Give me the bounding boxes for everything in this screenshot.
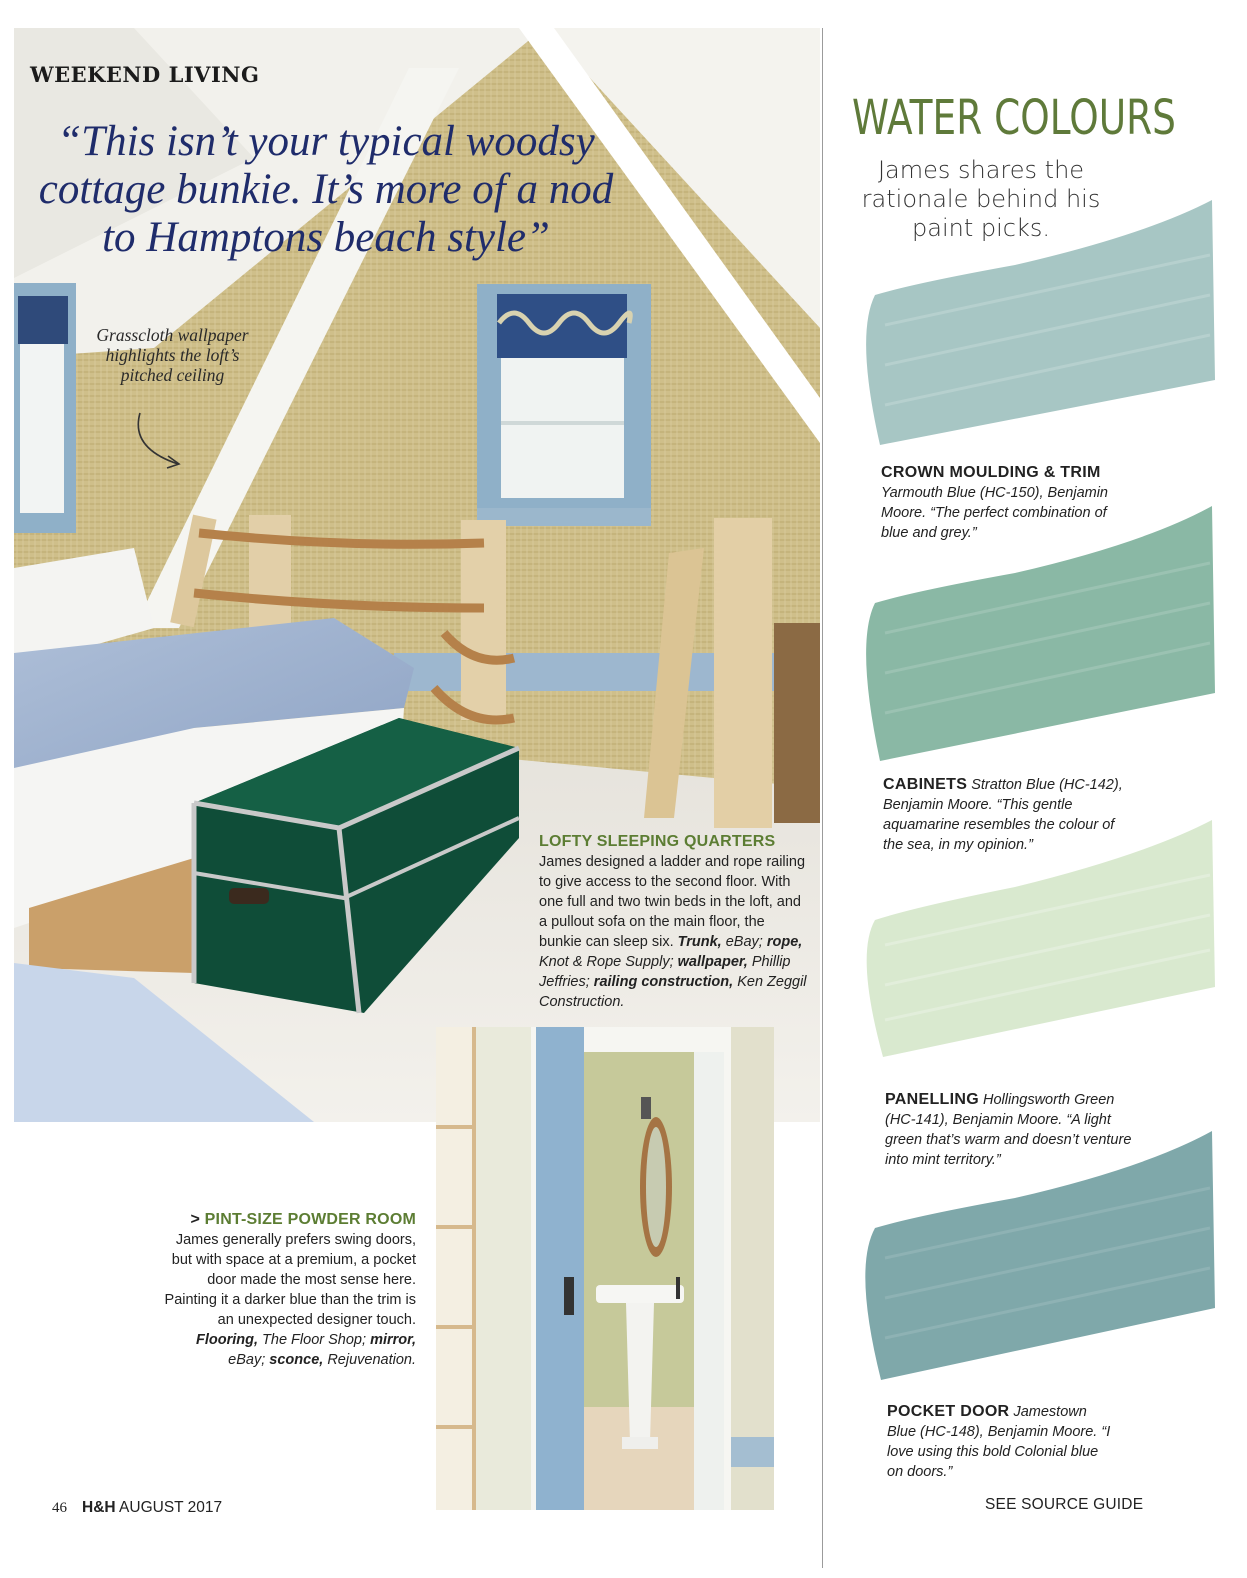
powder-room-illustration [436, 1027, 774, 1510]
credit-source: eBay; [228, 1352, 266, 1368]
panel-subtitle: James shares the rationale behind his paint picks. [861, 156, 1101, 242]
issue-date: AUGUST 2017 [119, 1499, 223, 1516]
paint-name: PANELLING [885, 1091, 979, 1108]
pull-quote: “This isn’t your typical woodsy cottage bunkie. It’s more of a nod to Hamptons beach style” [38, 118, 614, 261]
paint-name: CROWN MOULDING & TRIM [881, 464, 1101, 481]
credit-source: Phillip Jeffries; [539, 954, 791, 990]
paint-name: CABINETS [883, 776, 968, 793]
powder-heading: PINT-SIZE POWDER ROOM [204, 1211, 416, 1228]
lofty-body: James designed a ladder and rope railing to give access to the second floor. With one full and two twin beds in the loft, and a pullout sofa on the main floor, the bunkie can sleep six. [539, 854, 806, 950]
paint-swatch-hollingsworth-green [845, 815, 1217, 1085]
paint-description: Jamestown Blue (HC-148), Benjamin Moore. “I love using this bold Colonial blue on doors.” [887, 1404, 1111, 1480]
page-number: 46 [52, 1500, 67, 1516]
magazine-issue [82, 1499, 222, 1517]
credit-source: Rejuvenation. [327, 1352, 416, 1368]
credit-item: rope, [766, 934, 803, 950]
powder-room-photo [436, 1027, 774, 1510]
paint-description: Hollingsworth Green (HC-141), Benjamin Moore. “A light green that’s warm and doesn’t venture into mint territory.” [885, 1092, 1132, 1168]
swatch-stroke [866, 506, 1215, 761]
credit-source: Ken Zeggil Construction. [539, 974, 807, 1010]
credit-source: The Floor Shop; [262, 1332, 367, 1348]
powder-caption [160, 1210, 416, 1370]
credit-source: Knot & Rope Supply; [539, 954, 674, 970]
paint-swatch-yarmouth-blue [845, 195, 1217, 465]
panel-title: WATER COLOURS [852, 90, 1176, 146]
column-divider [822, 28, 823, 1568]
chevron-right-icon: > [190, 1211, 201, 1228]
credit-item: Flooring, [196, 1332, 259, 1348]
section-label: WEEKEND LIVING [30, 62, 260, 87]
credit-item: Trunk, [677, 934, 722, 950]
paint-caption-4 [887, 1402, 1117, 1482]
magazine-name: H&H [82, 1499, 116, 1516]
paint-description: Yarmouth Blue (HC-150), Benjamin Moore. “The perfect combination of blue and grey.” [881, 485, 1108, 541]
credit-item: mirror, [370, 1332, 416, 1348]
source-guide-link[interactable]: SEE SOURCE GUIDE [985, 1496, 1144, 1513]
caption-arrow-icon [130, 408, 190, 473]
lofty-caption [539, 832, 809, 1012]
paint-swatch-jamestown-blue [845, 1128, 1217, 1398]
paint-name: POCKET DOOR [887, 1403, 1010, 1420]
swatch-stroke [865, 1131, 1215, 1380]
swatch-stroke [866, 200, 1215, 445]
credit-source: eBay; [725, 934, 763, 950]
credit-item: sconce, [269, 1352, 324, 1368]
credit-item: wallpaper, [677, 954, 748, 970]
lofty-heading: LOFTY SLEEPING QUARTERS [539, 833, 776, 850]
grasscloth-caption: Grasscloth wallpaper highlights the loft’s pitched ceiling [96, 325, 249, 385]
powder-body: James generally prefers swing doors, but with space at a premium, a pocket door made the most sense here. Painting it a darker blue than the trim is an unexpected designer touch. [164, 1232, 416, 1328]
paint-description: Stratton Blue (HC-142), Benjamin Moore. “This gentle aquamarine resembles the colour of the sea, in my opinion.” [883, 777, 1123, 853]
paint-swatch-stratton-blue [845, 503, 1217, 773]
credit-item: railing construction, [593, 974, 734, 990]
